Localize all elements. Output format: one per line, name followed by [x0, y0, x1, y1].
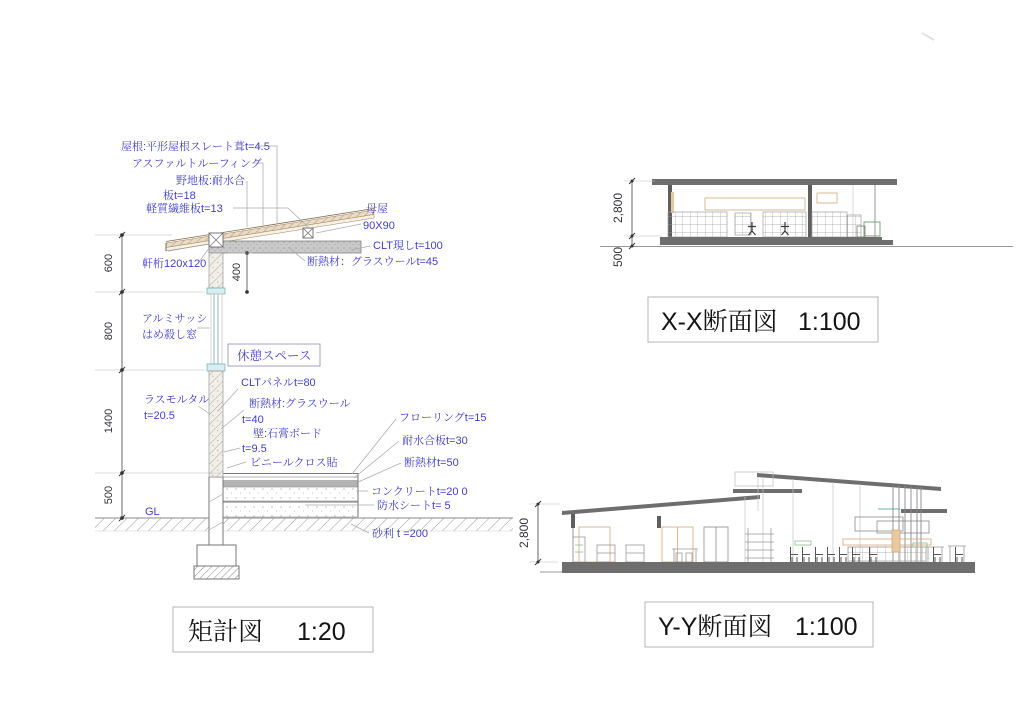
label-eave-beam: 軒桁120x120 [142, 258, 207, 270]
kanabakari-scale-text: 1:20 [297, 618, 346, 646]
xx-ceiling-feature [705, 198, 805, 210]
label-floor-insulation: 断熱材t=50 [404, 457, 459, 469]
xx-ceiling-feature-small [817, 193, 837, 203]
xx-section-drawing [600, 178, 1013, 342]
label-mortar-2: t=20.5 [144, 410, 175, 422]
label-sheathing-1: 野地板:耐水合 [176, 175, 246, 187]
xx-floor-step [882, 240, 893, 245]
yy-lower-roof [562, 495, 760, 515]
label-sheathing-2: 板t=18 [163, 190, 196, 202]
label-purlin-size: 90X90 [363, 220, 395, 232]
corner-smudge [922, 33, 934, 40]
lower-wall [209, 371, 223, 477]
kanabakari-detail-drawing [95, 139, 513, 652]
label-fiberboard: 軽質繊維板t=13 [146, 203, 223, 215]
xx-floor-slab [660, 237, 882, 245]
dimension-chain [95, 232, 252, 521]
label-vinyl-cloth: ビニールクロス貼 [250, 457, 338, 469]
kanabakari-title-text: 矩計図 [188, 618, 264, 646]
dim-600: 600 [103, 253, 115, 273]
yy-dim-2800: 2,800 [517, 517, 531, 549]
xx-dim-500: 500 [611, 246, 625, 268]
label-asphalt-roofing: アスファルトルーフィング [132, 158, 262, 170]
yy-right-canopy [901, 509, 947, 513]
annotation-labels [121, 139, 487, 540]
label-gravel: 砂利 t =200 [372, 528, 428, 540]
fixed-window [211, 294, 222, 364]
foundation-stem [209, 477, 223, 545]
floor-insulation-layer [223, 481, 358, 487]
yy-section-drawing [517, 472, 975, 647]
footing [197, 545, 236, 566]
label-roof-insulation: 断熱材：グラスウールt=45 [307, 256, 439, 268]
label-roof-slate: 屋根:平形屋根スレート葺t=4.5 [121, 141, 270, 153]
dim-800: 800 [103, 321, 115, 341]
yy-floor-slab [562, 562, 975, 573]
label-gl: GL [145, 506, 160, 518]
yy-mid-wall-stub [657, 516, 661, 528]
yy-left-wall [571, 514, 575, 528]
label-wall-insulation-2: t=40 [242, 414, 264, 426]
label-gypsum-1: 壁:石膏ボード [253, 428, 323, 440]
label-clt-panel: CLTパネルt=80 [241, 377, 316, 389]
xx-dim-2800: 2,800 [611, 192, 625, 224]
yy-title-text: Y-Y断面図 [658, 613, 773, 641]
title-kanabakari [173, 607, 373, 652]
floor-assembly [223, 473, 358, 517]
label-sash-2: はめ殺し窓 [142, 329, 197, 341]
dim-500: 500 [103, 485, 115, 505]
window-head-frame [207, 288, 225, 294]
label-wall-insulation-1: 断熱材:グラスウール [249, 398, 351, 410]
yy-scale-text: 1:100 [795, 613, 858, 641]
xx-window-sliver [671, 192, 674, 213]
yy-clerestory-beam [733, 489, 802, 493]
wall-assembly [207, 253, 225, 477]
label-sash-1: アルミサッシ [142, 313, 208, 325]
label-clt-exposed: CLT現しt=100 [373, 240, 443, 252]
label-plywood: 耐水合板t=30 [402, 435, 468, 447]
label-mortar-1: ラスモルタル [144, 394, 210, 406]
room-label [228, 344, 320, 366]
xx-shelving [668, 212, 861, 237]
label-concrete: コンクリートt=20 0 [371, 486, 468, 498]
title-yy [645, 602, 873, 647]
dim-400: 400 [231, 262, 243, 282]
yy-upper-roof [757, 473, 941, 491]
window-sill-frame [207, 364, 225, 371]
upper-wall [209, 253, 223, 288]
footing-base [194, 566, 239, 579]
xx-green-cabinet [864, 222, 880, 236]
title-xx [648, 297, 878, 342]
room-label-text: 休憩スペース [237, 349, 312, 363]
label-gypsum-2: t=9.5 [242, 443, 267, 455]
yy-furniture [573, 517, 966, 562]
yy-dimension [517, 501, 560, 565]
label-waterproof-sheet: 防水シートt= 5 [377, 500, 451, 512]
xx-dimension [611, 178, 662, 267]
label-purlin: 母屋 [366, 203, 388, 215]
xx-title-text: X-X断面図 [661, 308, 778, 336]
xx-middle-wall [808, 185, 812, 237]
ground-hatch [95, 518, 513, 531]
xx-scale-text: 1:100 [798, 308, 861, 336]
dim-1400: 1400 [103, 408, 115, 434]
label-flooring: フローリングt=15 [399, 412, 487, 424]
xx-roof-slab [652, 179, 897, 185]
